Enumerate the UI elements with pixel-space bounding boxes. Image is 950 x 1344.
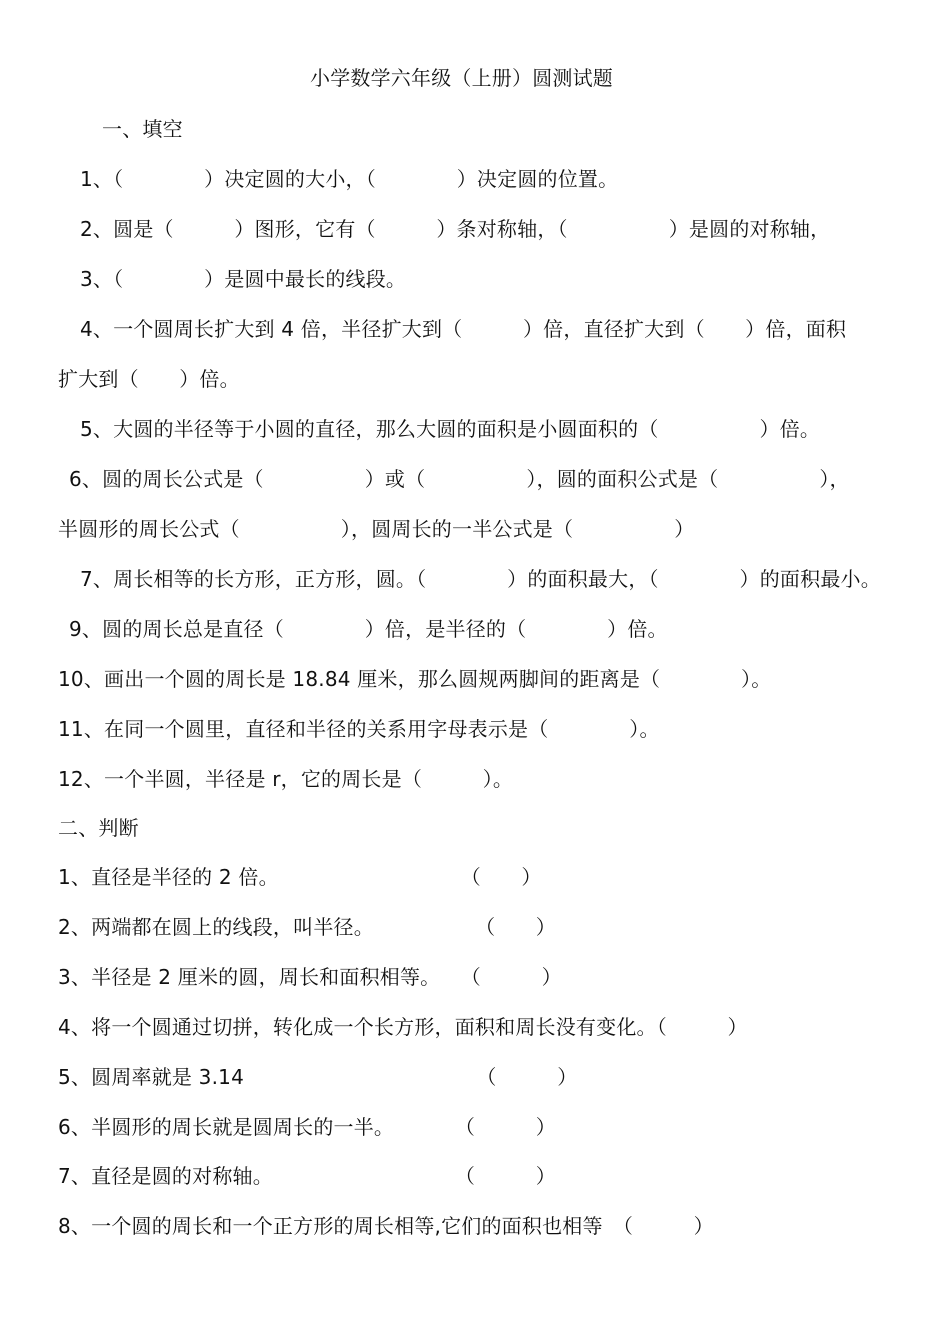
fill-item-6-continued: 半圆形的周长公式（ ），圆周长的一半公式是（ ） (58, 517, 695, 541)
judge-item-4: 4、将一个圆通过切拼，转化成一个长方形，面积和周长没有变化。（ ） (58, 1015, 748, 1039)
judge-item-8: 8、一个圆的周长和一个正方形的周长相等,它们的面积也相等 （ ） (58, 1214, 714, 1238)
page-title: 小学数学六年级（上册）圆测试题 (310, 66, 613, 90)
fill-item-10: 10、画出一个圆的周长是 18.84 厘米，那么圆规两脚间的距离是（ ）。 (58, 667, 772, 691)
fill-item-2: 2、圆是（ ）图形，它有（ ）条对称轴，（ ）是圆的对称轴， (80, 217, 831, 241)
judge-item-7: 7、直径是圆的对称轴。 （ ） (58, 1164, 556, 1188)
fill-item-4-continued: 扩大到（ ）倍。 (58, 367, 240, 391)
section-fill-heading: 一、填空 (102, 117, 183, 141)
fill-item-7: 7、周长相等的长方形，正方形，圆。（ ）的面积最大，（ ）的面积最小。 (80, 567, 881, 591)
judge-item-1: 1、直径是半径的 2 倍。 （ ） (58, 865, 542, 889)
fill-item-4: 4、一个圆周长扩大到 4 倍，半径扩大到（ ）倍，直径扩大到（ ）倍，面积 (80, 317, 847, 341)
section-judge-heading: 二、判断 (58, 816, 139, 840)
fill-item-5: 5、大圆的半径等于小圆的直径，那么大圆的面积是小圆面积的（ ）倍。 (80, 417, 821, 441)
fill-item-1: 1、（ ）决定圆的大小，（ ）决定圆的位置。 (80, 167, 619, 191)
judge-item-3: 3、半径是 2 厘米的圆，周长和面积相等。 （ ） (58, 965, 562, 989)
fill-item-6: 6、圆的周长公式是（ ）或（ ），圆的面积公式是（ ）， (69, 467, 850, 491)
fill-item-12: 12、一个半圆，半径是 r，它的周长是（ ）。 (58, 767, 514, 791)
fill-item-11: 11、在同一个圆里，直径和半径的关系用字母表示是（ ）。 (58, 717, 660, 741)
fill-item-3: 3、（ ）是圆中最长的线段。 (80, 267, 407, 291)
judge-item-2: 2、两端都在圆上的线段，叫半径。 （ ） (58, 915, 556, 939)
judge-item-5: 5、圆周率就是 3.14 （ ） (58, 1065, 578, 1089)
fill-item-9: 9、圆的周长总是直径（ ）倍，是半径的（ ）倍。 (69, 617, 668, 641)
judge-item-6: 6、半圆形的周长就是圆周长的一半。 （ ） (58, 1115, 556, 1139)
